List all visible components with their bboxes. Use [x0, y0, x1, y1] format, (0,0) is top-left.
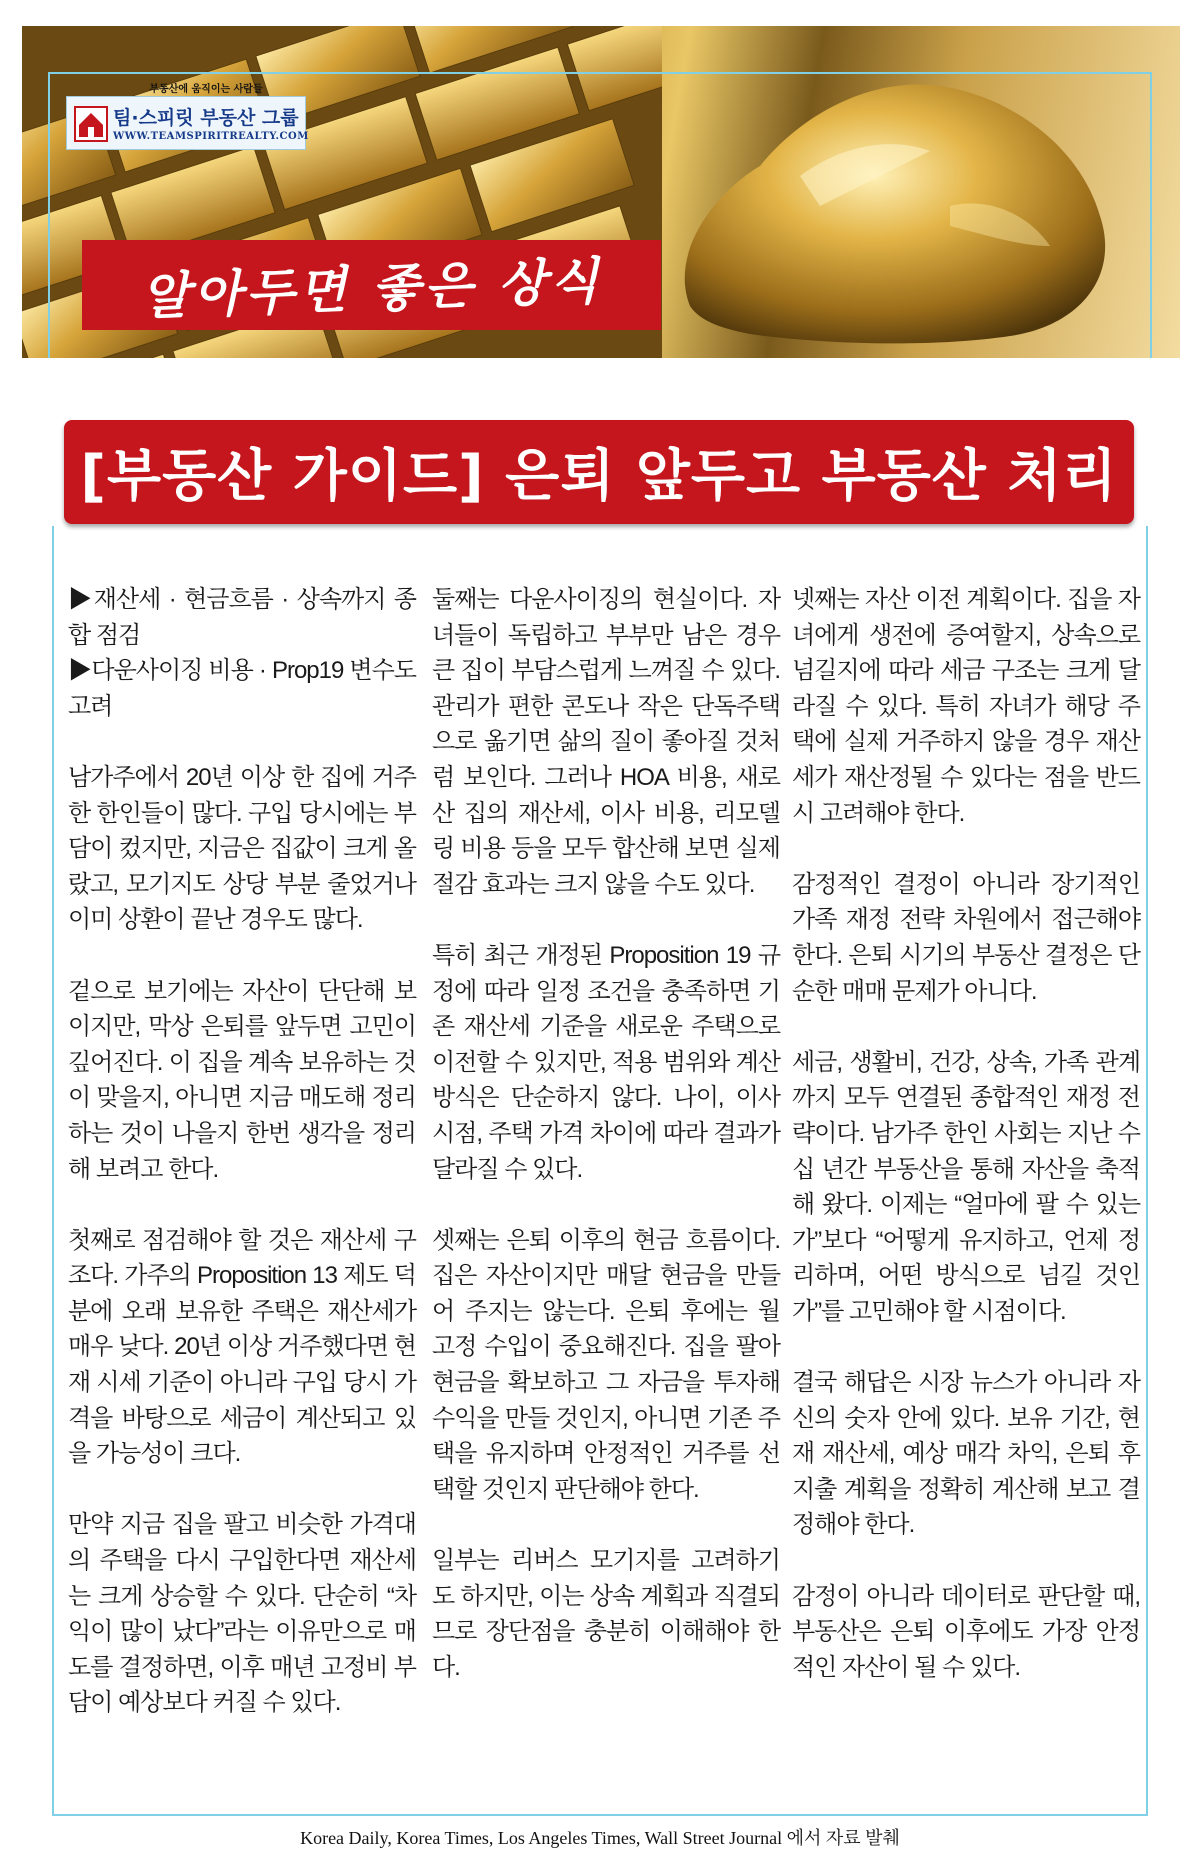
paragraph: 넷째는 자산 이전 계획이다. 집을 자녀에게 생전에 증여할지, 상속으로 넘길지에 따라 세금 구조는 크게 달라질 수 있다. 특히 자녀가 해당 주택에 실제 거주하지 않을 경우 재산세가 재산정될 수 있다는 점을 반드시 고려해야 한다.: [792, 586, 1140, 827]
subhead: ▶재산세 · 현금흐름 · 상속까지 종합 점검: [68, 586, 416, 649]
house-logo-icon: [73, 103, 109, 145]
article-title-bar: [64, 420, 1134, 524]
company-name: 팀·스피릿 부동산 그룹: [113, 107, 299, 129]
paragraph: 세금, 생활비, 건강, 상속, 가족 관계까지 모두 연결된 종합적인 재정 전략이다. 남가주 한인 사회는 지난 수십 년간 부동산을 통해 자산을 축적해 왔다. 이제는 “얼마에 팔 수 있는가”보다 “어떻게 유지하고, 언제 정리하며, 어떤 방식으로 넘길 것인가”를 고민해야 할 시점이다.: [792, 1048, 1140, 1325]
paragraph: 둘째는 다운사이징의 현실이다. 자녀들이 독립하고 부부만 남은 경우 큰 집이 부담스럽게 느껴질 수 있다. 관리가 편한 콘도나 작은 단독주택으로 옮기면 삶의 질이 좋아질 것처럼 보인다. 그러나 HOA 비용, 새로 산 집의 재산세, 이사 비용, 리모델링 비용 등을 모두 합산해 보면 실제 절감 효과는 크지 않을 수도 있다.: [432, 586, 780, 898]
paragraph: 결국 해답은 시장 뉴스가 아니라 자신의 숫자 안에 있다. 보유 기간, 현재 재산세, 예상 매각 차익, 은퇴 후 지출 계획을 정확히 계산해 보고 결정해야 한다.: [792, 1369, 1140, 1539]
paragraph: 일부는 리버스 모기지를 고려하기도 하지만, 이는 상속 계획과 직결되므로 장단점을 충분히 이해해야 한다.: [432, 1547, 780, 1681]
series-label: 알아두면 좋은 상식: [140, 250, 604, 327]
paragraph: 특히 최근 개정된 Proposition 19 규정에 따라 일정 조건을 충족하면 기존 재산세 기준을 새로운 주택으로 이전할 수 있지만, 적용 범위와 계산 방식은 단순하지 않다. 나이, 이사 시점, 주택 가격 차이에 따라 결과가 달라질 수 있다.: [432, 941, 780, 1183]
company-url: WWW.TEAMSPIRITREALTY.COM: [113, 131, 309, 142]
article-column-3: [792, 582, 1140, 1721]
paragraph: 남가주에서 20년 이상 한 집에 거주한 한인들이 많다. 구입 당시에는 부담이 컸지만, 지금은 집값이 크게 올랐고, 모기지도 상당 부분 줄었거나 이미 상환이 끝난 경우도 많다.: [68, 763, 416, 934]
paragraph: 셋째는 은퇴 이후의 현금 흐름이다. 집은 자산이지만 매달 현금을 만들어 주지는 않는다. 은퇴 후에는 월 고정 수입이 중요해진다. 집을 팔아 현금을 확보하고 그 자금을 투자해 수익을 만들 것인지, 아니면 기존 주택을 유지하며 안정적인 거주를 선택할 것인지 판단해야 한다.: [432, 1226, 780, 1503]
paragraph: 겉으로 보기에는 자산이 단단해 보이지만, 막상 은퇴를 앞두면 고민이 깊어진다. 이 집을 계속 보유하는 것이 맞을지, 아니면 지금 매도해 정리하는 것이 나을지 한번 생각을 정리해 보려고 한다.: [68, 977, 416, 1183]
paragraph: 감정적인 결정이 아니라 장기적인 가족 재정 전략 차원에서 접근해야 한다. 은퇴 시기의 부동산 결정은 단순한 매매 문제가 아니다.: [792, 870, 1140, 1005]
paragraph: 만약 지금 집을 팔고 비슷한 가격대의 주택을 다시 구입한다면 재산세는 크게 상승할 수 있다. 단순히 “차익이 많이 났다”라는 이유만으로 매도를 결정하면, 이후 매년 고정비 부담이 예상보다 커질 수 있다.: [68, 1511, 416, 1717]
article-column-2: [432, 582, 780, 1721]
article-title: [부동산 가이드] 은퇴 앞두고 부동산 처리: [80, 444, 1118, 509]
company-logo: [66, 80, 309, 152]
subhead: ▶다운사이징 비용 · Prop19 변수도 고려: [68, 657, 416, 720]
logo-panel: [66, 96, 309, 150]
logo-slogan: 부동산에 움직이는 사람들: [149, 84, 263, 95]
paragraph: 감정이 아니라 데이터로 판단할 때, 부동산은 은퇴 이후에도 가장 안정적인 자산이 될 수 있다.: [792, 1582, 1140, 1681]
paragraph: 첫째로 점검해야 할 것은 재산세 구조다. 가주의 Proposition 13 제도 덕분에 오래 보유한 주택은 재산세가 매우 낮다. 20년 이상 거주했다면 현재 시세 기준이 아니라 구입 당시 가격을 바탕으로 세금이 계산되고 있을 가능성이 크다.: [68, 1226, 416, 1468]
source-credit: Korea Daily, Korea Times, Los Angeles Times, Wall Street Journal 에서 자료 발췌: [300, 1828, 900, 1848]
article-column-1: [68, 582, 416, 1757]
